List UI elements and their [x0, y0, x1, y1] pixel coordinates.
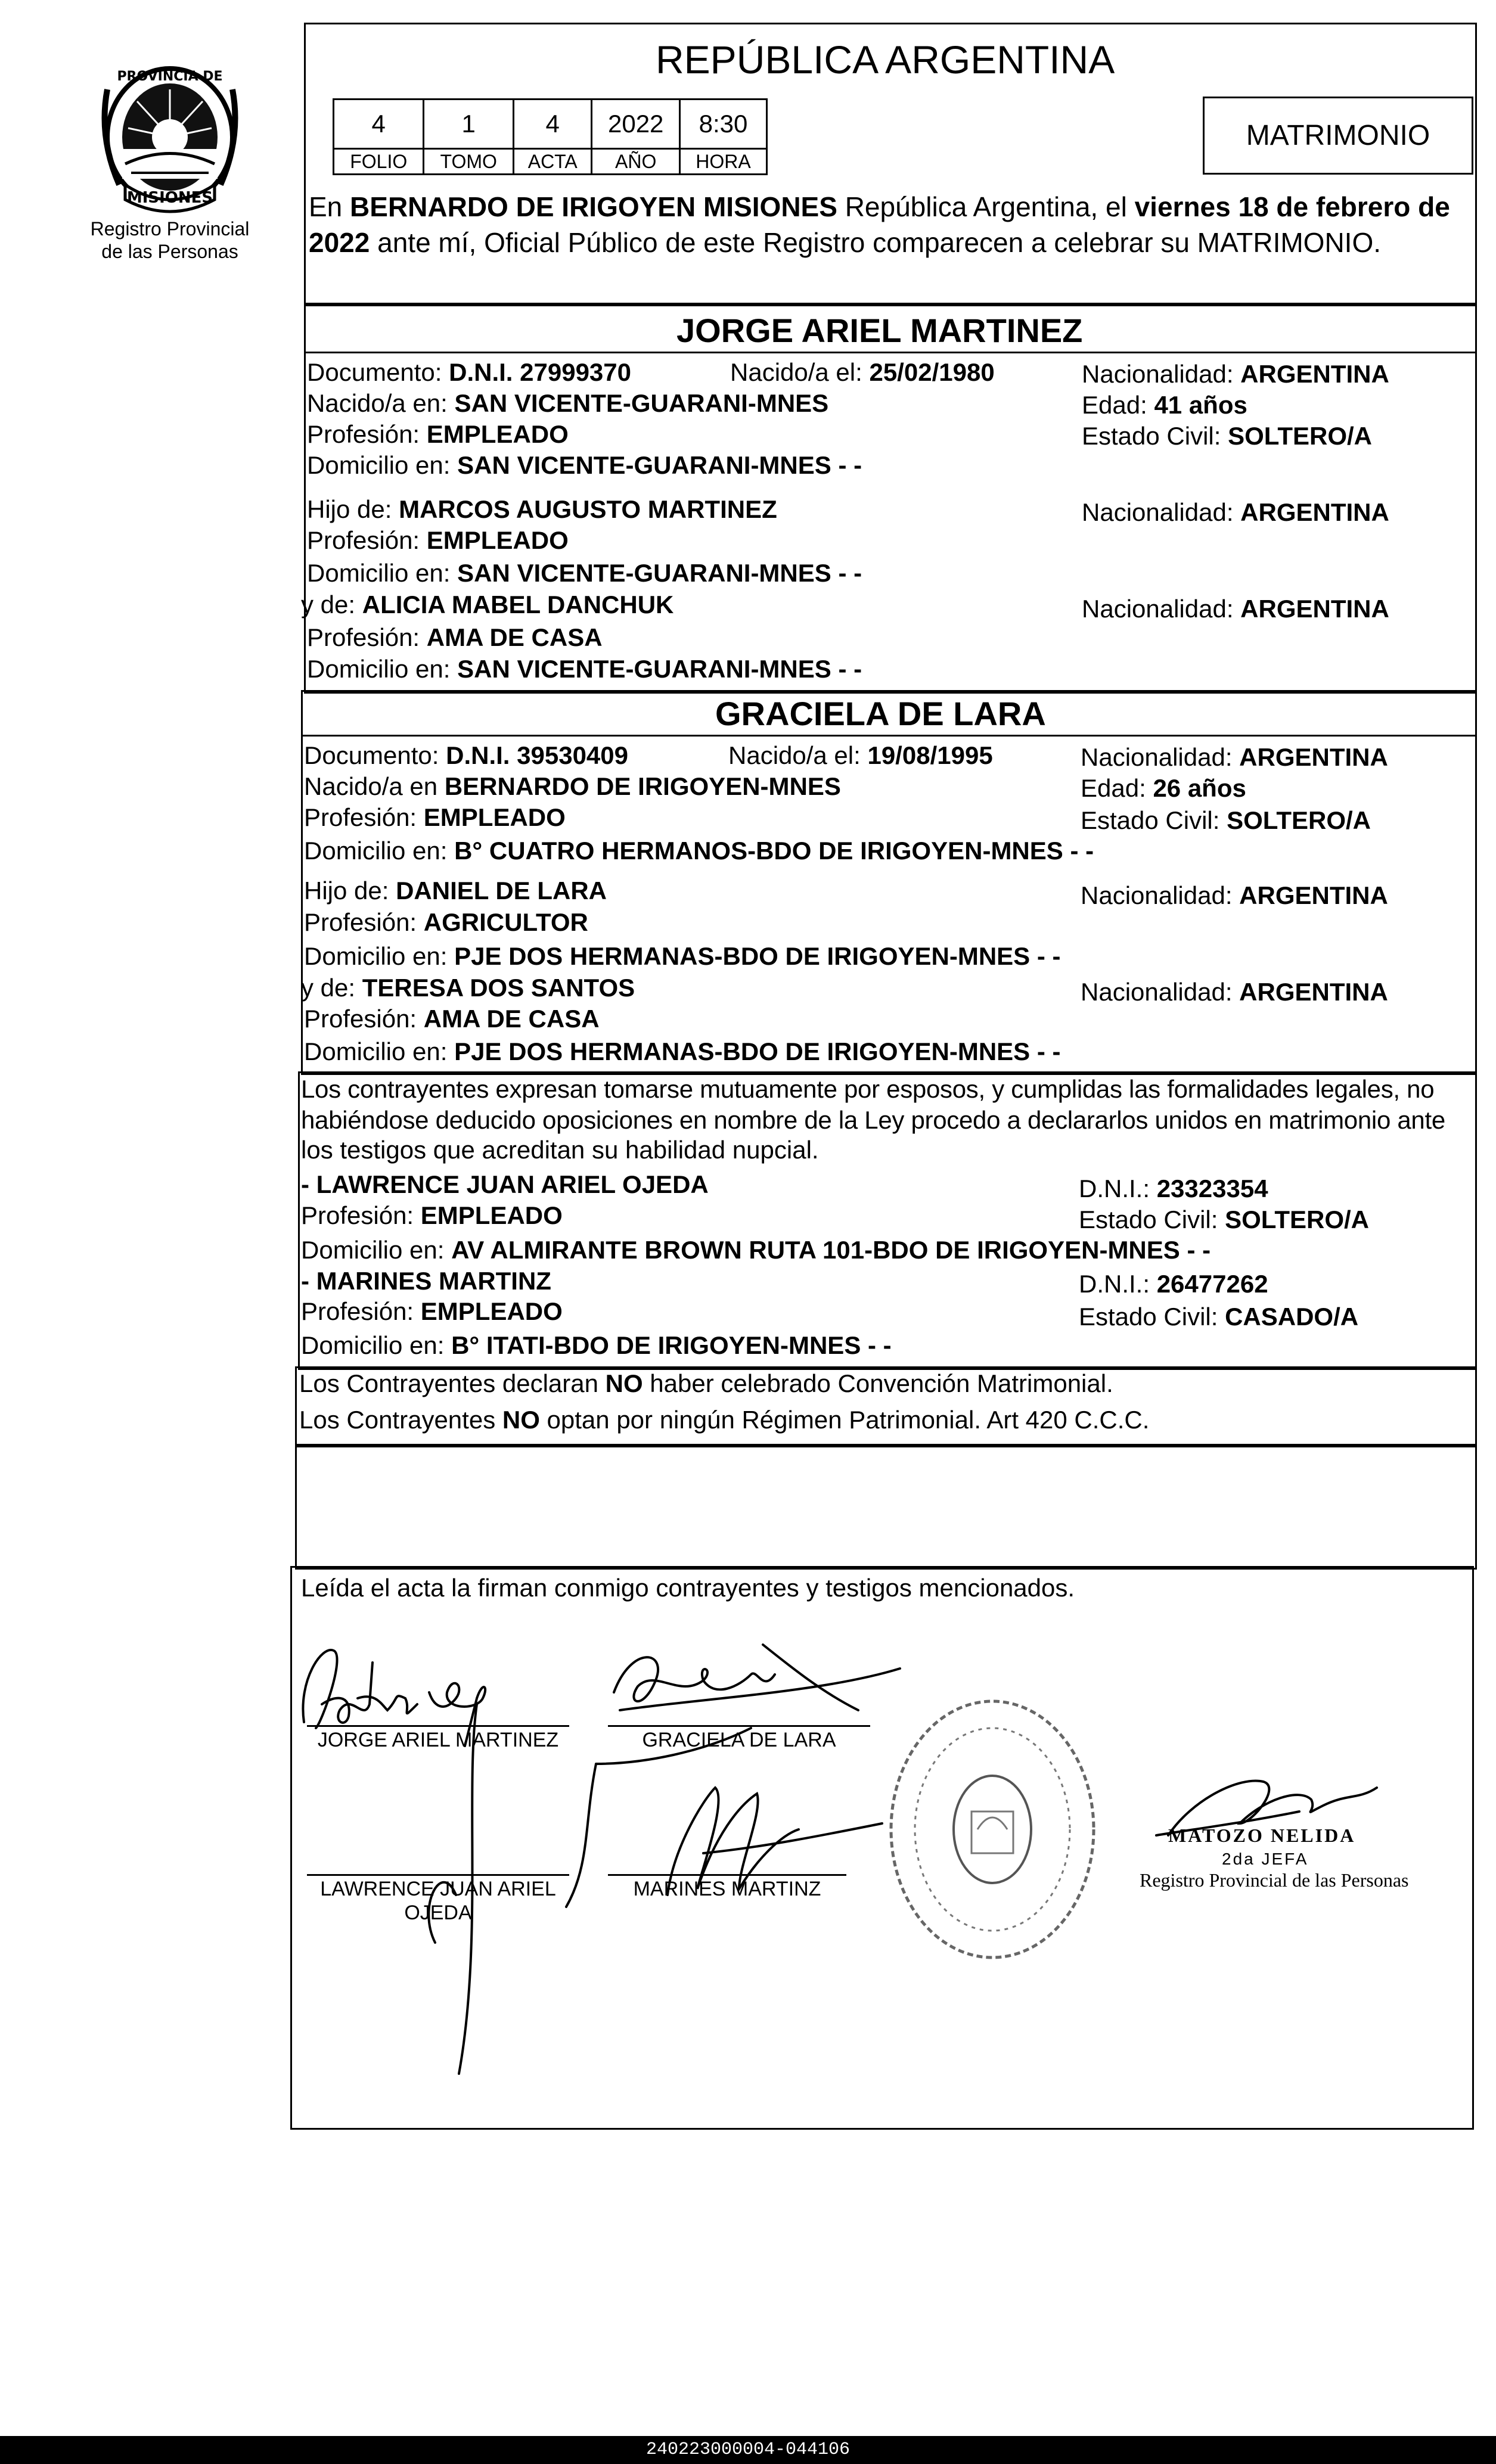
- groom-mother-profession: Profesión: AMA DE CASA: [307, 623, 603, 651]
- bride-title-rule: [301, 735, 1475, 737]
- bride-civil-status: Estado Civil: SOLTERO/A: [1081, 806, 1371, 834]
- witness1-name: - LAWRENCE JUAN ARIEL OJEDA: [301, 1170, 709, 1198]
- bride-document: Documento: D.N.I. 39530409: [304, 741, 628, 769]
- witness1-address: Domicilio en: AV ALMIRANTE BROWN RUTA 101-BDO DE IRIGOYEN-MNES - -: [301, 1236, 1211, 1264]
- groom-profession: Profesión: EMPLEADO: [307, 420, 569, 448]
- provincial-seal-logo: [95, 54, 244, 215]
- witness2-dni: D.N.I.: 26477262: [1079, 1270, 1268, 1298]
- groom-title-rule: [304, 352, 1475, 353]
- groom-age: Edad: 41 años: [1082, 391, 1247, 419]
- groom-father-nationality: Nacionalidad: ARGENTINA: [1082, 498, 1389, 526]
- intro-line1: En BERNARDO DE IRIGOYEN MISIONES República Argentina, el viernes 18 de febrero de: [309, 191, 1450, 222]
- acta-value: 4: [513, 100, 591, 149]
- tomo-label: TOMO: [424, 149, 514, 175]
- bride-father-profession: Profesión: AGRICULTOR: [304, 908, 588, 936]
- intro-line2: 2022 ante mí, Oficial Público de este Registro comparecen a celebrar su MATRIMONIO.: [309, 227, 1382, 258]
- record-type-badge: MATRIMONIO: [1203, 97, 1473, 175]
- bride-nationality: Nacionalidad: ARGENTINA: [1081, 743, 1388, 771]
- signature-line-witness2: [608, 1874, 846, 1876]
- groom-mother-nationality: Nacionalidad: ARGENTINA: [1082, 595, 1389, 623]
- signature-label-witness2: MARINES MARTINZ: [633, 1878, 821, 1900]
- signature-line-witness1: [307, 1874, 569, 1876]
- bride-father: Hijo de: DANIEL DE LARA: [304, 877, 607, 905]
- witness1-civil-status: Estado Civil: SOLTERO/A: [1079, 1205, 1369, 1233]
- folio-value: 4: [334, 100, 424, 149]
- groom-father-profession: Profesión: EMPLEADO: [307, 526, 569, 554]
- hour-value: 8:30: [679, 100, 766, 149]
- witness2-address: Domicilio en: B° ITATI-BDO DE IRIGOYEN-MNES - -: [301, 1331, 892, 1359]
- signature-label-bride: GRACIELA DE LARA: [642, 1729, 836, 1751]
- groom-mother: y de: ALICIA MABEL DANCHUK: [301, 591, 674, 619]
- convention-line1: Los Contrayentes declaran NO haber celebrado Convención Matrimonial.: [299, 1369, 1113, 1397]
- groom-name-title: JORGE ARIEL MARTINEZ: [676, 312, 1083, 349]
- groom-father: Hijo de: MARCOS AUGUSTO MARTINEZ: [307, 495, 777, 523]
- convention-line2: Los Contrayentes NO optan por ningún Régimen Patrimonial. Art 420 C.C.C.: [299, 1406, 1150, 1434]
- signature-label-witness1-b: OJEDA: [404, 1901, 472, 1924]
- closing-statement: Leída el acta la firman conmigo contrayentes y testigos mencionados.: [301, 1574, 1075, 1602]
- bride-father-address: Domicilio en: PJE DOS HERMANAS-BDO DE IRIGOYEN-MNES - -: [304, 942, 1061, 970]
- groom-civil-status: Estado Civil: SOLTERO/A: [1082, 422, 1372, 450]
- witness1-dni: D.N.I.: 23323354: [1079, 1174, 1268, 1203]
- officer-name: MATOZO NELIDA: [1168, 1825, 1356, 1846]
- bride-age: Edad: 26 años: [1081, 774, 1246, 802]
- signature-line-bride: [608, 1725, 870, 1727]
- declaration-line3: los testigos que acreditan su habilidad nupcial.: [301, 1136, 819, 1164]
- official-stamp: [882, 1692, 1103, 1966]
- groom-address: Domicilio en: SAN VICENTE-GUARANI-MNES - -: [307, 451, 862, 479]
- signature-label-groom: JORGE ARIEL MARTINEZ: [317, 1729, 559, 1751]
- tomo-value: 1: [424, 100, 514, 149]
- folio-label: FOLIO: [334, 149, 424, 175]
- year-label: AÑO: [592, 149, 680, 175]
- witness2-name: - MARINES MARTINZ: [301, 1267, 551, 1295]
- bride-birthdate: Nacido/a el: 19/08/1995: [728, 741, 993, 769]
- groom-birthdate: Nacido/a el: 25/02/1980: [730, 358, 995, 386]
- bride-mother-profession: Profesión: AMA DE CASA: [304, 1005, 600, 1033]
- bride-profession: Profesión: EMPLEADO: [304, 803, 566, 831]
- groom-birthplace: Nacido/a en: SAN VICENTE-GUARANI-MNES: [307, 389, 829, 417]
- year-value: 2022: [592, 100, 680, 149]
- svg-text:MISIONES: MISIONES: [126, 189, 213, 207]
- record-data-table: [333, 98, 768, 173]
- country-title: REPÚBLICA ARGENTINA: [656, 38, 1115, 82]
- registry-name-line1: Registro Provincial: [90, 218, 250, 240]
- registry-name-line2: de las Personas: [101, 241, 238, 262]
- bride-name-title: GRACIELA DE LARA: [715, 695, 1046, 732]
- groom-document: Documento: D.N.I. 27999370: [307, 358, 631, 386]
- notes-box: [295, 1444, 1477, 1570]
- officer-organization: Registro Provincial de las Personas: [1140, 1869, 1409, 1891]
- bride-address: Domicilio en: B° CUATRO HERMANOS-BDO DE IRIGOYEN-MNES - -: [304, 837, 1094, 865]
- witness1-profession: Profesión: EMPLEADO: [301, 1201, 563, 1229]
- declaration-line2: habiéndose deducido oposiciones en nombre de la Ley procedo a declararlos unidos en matrimonio ante: [301, 1106, 1445, 1134]
- bride-mother: y de: TERESA DOS SANTOS: [301, 974, 635, 1002]
- officer-role: 2da JEFA: [1222, 1850, 1309, 1868]
- bride-mother-address: Domicilio en: PJE DOS HERMANAS-BDO DE IRIGOYEN-MNES - -: [304, 1037, 1061, 1065]
- witness2-profession: Profesión: EMPLEADO: [301, 1297, 563, 1325]
- signature-label-witness1-a: LAWRENCE JUAN ARIEL: [320, 1878, 556, 1900]
- document-id: 240223000004-044106: [645, 2440, 851, 2460]
- groom-mother-address: Domicilio en: SAN VICENTE-GUARANI-MNES - -: [307, 655, 862, 683]
- groom-father-address: Domicilio en: SAN VICENTE-GUARANI-MNES - -: [307, 559, 862, 587]
- svg-text:PROVINCIA DE: PROVINCIA DE: [117, 69, 223, 84]
- groom-nationality: Nacionalidad: ARGENTINA: [1082, 360, 1389, 388]
- hour-label: HORA: [679, 149, 766, 175]
- bride-father-nationality: Nacionalidad: ARGENTINA: [1081, 881, 1388, 909]
- signature-line-groom: [307, 1725, 569, 1727]
- document-id-bar: [0, 2436, 1496, 2464]
- bride-birthplace: Nacido/a en BERNARDO DE IRIGOYEN-MNES: [304, 772, 841, 800]
- witness2-civil-status: Estado Civil: CASADO/A: [1079, 1303, 1359, 1331]
- declaration-line1: Los contrayentes expresan tomarse mutuamente por esposos, y cumplidas las formalidades legales, no: [301, 1075, 1435, 1103]
- bride-mother-nationality: Nacionalidad: ARGENTINA: [1081, 978, 1388, 1006]
- acta-label: ACTA: [513, 149, 591, 175]
